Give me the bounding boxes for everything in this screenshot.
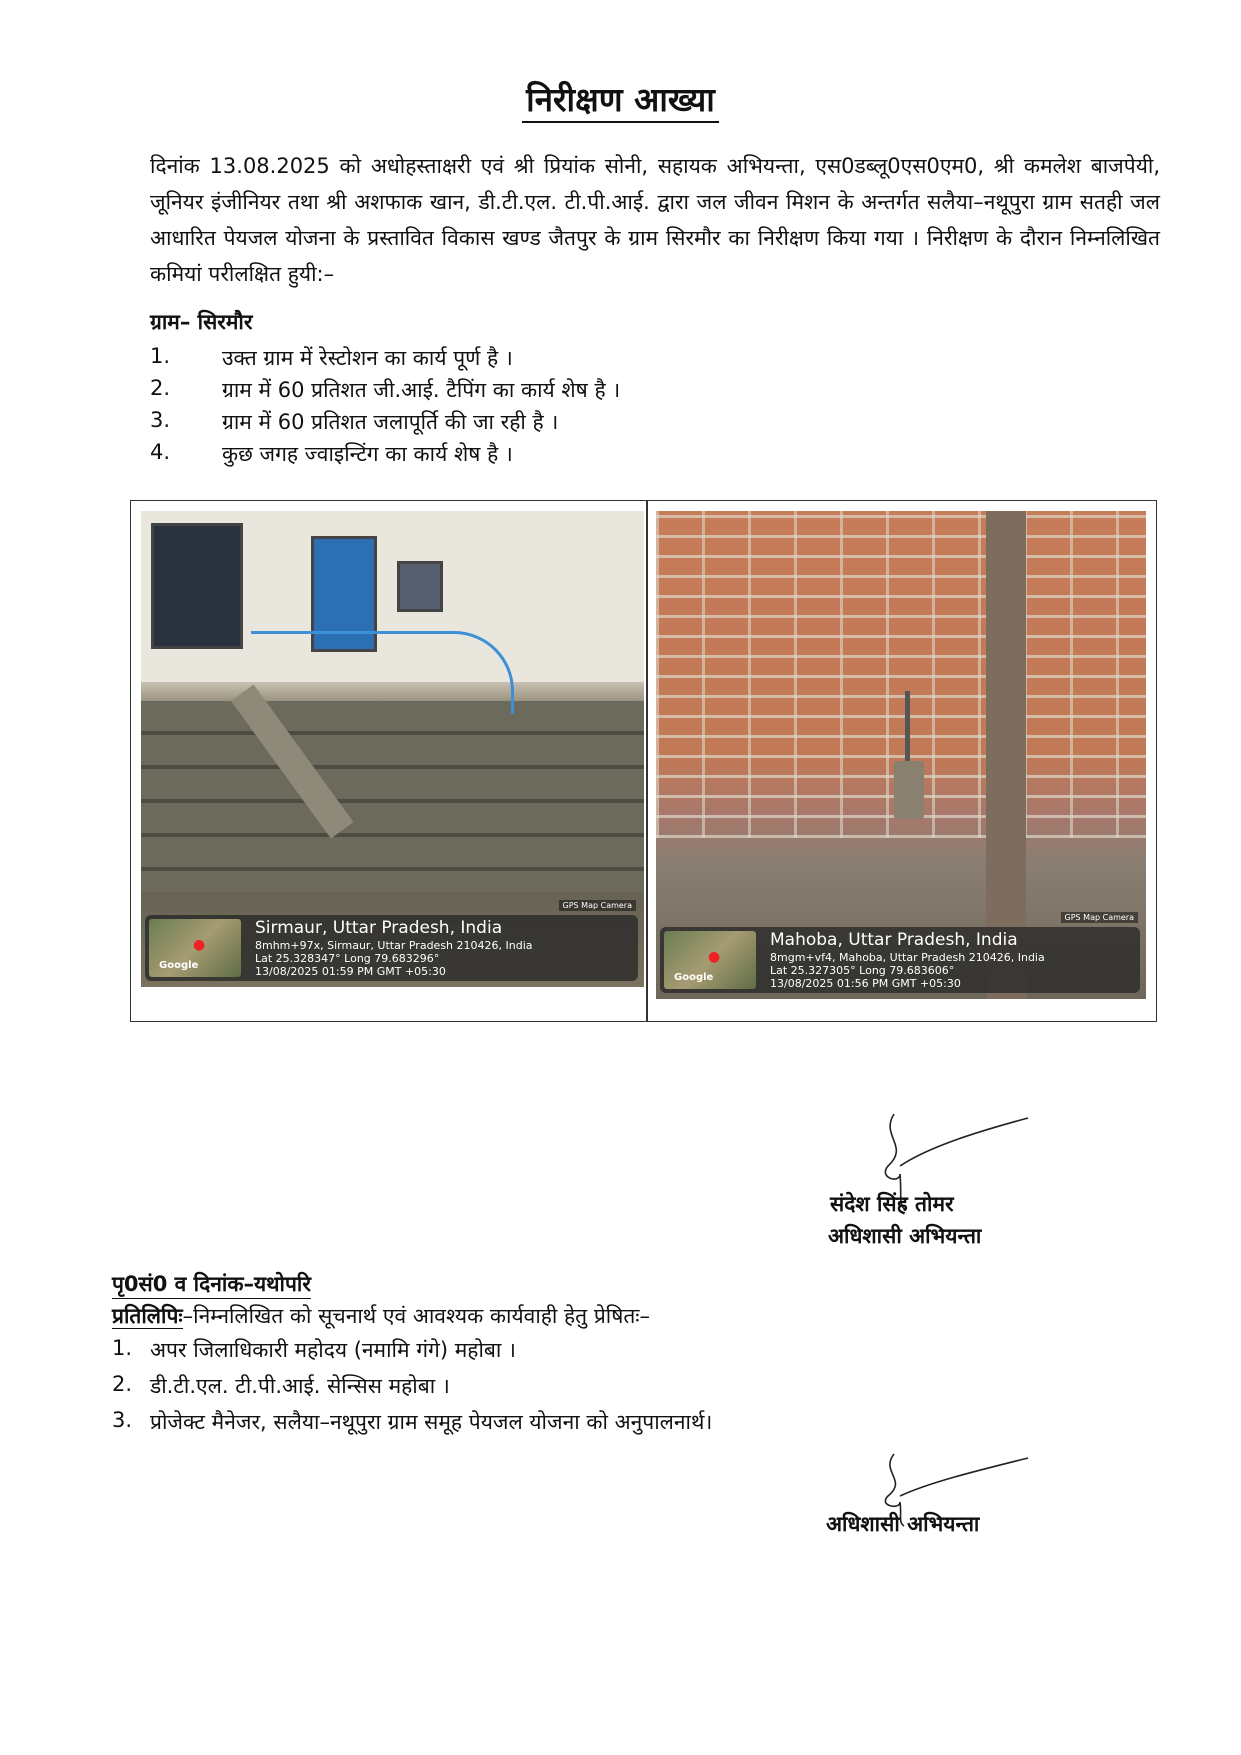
gps-place: Sirmaur, Uttar Pradesh, India (255, 918, 503, 938)
reference-line: पृ0सं0 व दिनांक–यथोपरि (112, 1270, 311, 1299)
item-text: प्रोजेक्ट मैनेजर, सलैया–नथूपुरा ग्राम समूह पेयजल योजना को अनुपालनार्थ। (150, 1410, 713, 1434)
list-item (112, 1408, 712, 1444)
gps-coords: Lat 25.327305° Long 79.683606° (770, 964, 955, 977)
item-text: ग्राम में 60 प्रतिशत जलापूर्ति की जा रही है । (222, 410, 559, 434)
photo-divider (646, 501, 648, 1021)
list-item (112, 1372, 712, 1408)
gps-place: Mahoba, Uttar Pradesh, India (770, 930, 1018, 950)
site-photo-mahoba (656, 511, 1146, 999)
map-pin-icon: ● (708, 949, 721, 965)
final-designation: अधिशासी अभियन्ता (826, 1512, 980, 1536)
copy-list (112, 1336, 712, 1444)
mini-map (149, 919, 241, 977)
village-heading: ग्राम– सिरमौर (150, 310, 253, 334)
photo-table (130, 500, 1157, 1022)
item-number: 1. (112, 1336, 133, 1360)
water-pipe (251, 631, 514, 714)
gps-timestamp: 13/08/2025 01:56 PM GMT +05:30 (770, 977, 961, 990)
item-number: 1. (150, 344, 171, 368)
item-number: 2. (150, 376, 171, 400)
gps-overlay (660, 927, 1140, 993)
window (397, 561, 443, 612)
list-item (150, 408, 1050, 440)
item-text: डी.टी.एल. टी.पी.आई. सेन्सिस महोबा । (150, 1374, 450, 1398)
list-item (150, 440, 1050, 472)
list-item (150, 376, 1050, 408)
gps-camera-label: GPS Map Camera (1061, 912, 1138, 923)
item-number: 4. (150, 440, 171, 464)
copy-text: –निम्नलिखित को सूचनार्थ एवं आवश्यक कार्यवाही हेतु प्रेषितः– (182, 1304, 651, 1328)
gps-text (770, 929, 1045, 990)
mini-map (664, 931, 756, 989)
item-number: 2. (112, 1372, 133, 1396)
list-item (150, 344, 1050, 376)
copy-label: प्रतिलिपिः (112, 1304, 183, 1328)
item-text: ग्राम में 60 प्रतिशत जी.आई. टैपिंग का कार्य शेष है । (222, 378, 621, 402)
map-pin-icon: ● (193, 937, 206, 953)
gps-text (255, 917, 533, 978)
stone-steps (141, 701, 644, 891)
gps-address: 8mhm+97x, Sirmaur, Uttar Pradesh 210426, India (255, 939, 533, 952)
copy-heading (112, 1302, 650, 1330)
item-text: उक्त ग्राम में रेस्टोशन का कार्य पूर्ण है । (222, 346, 513, 370)
item-number: 3. (112, 1408, 133, 1432)
gps-timestamp: 13/08/2025 01:59 PM GMT +05:30 (255, 965, 446, 978)
item-number: 3. (150, 408, 171, 432)
gps-overlay (145, 915, 638, 981)
signatory-name: संदेश सिंह तोमर (830, 1192, 954, 1216)
document-title: निरीक्षण आख्या (0, 76, 1241, 121)
standpipe-base (894, 761, 924, 819)
signatory-designation: अधिशासी अभियन्ता (828, 1224, 982, 1248)
gps-address: 8mgm+vf4, Mahoba, Uttar Pradesh 210426, India (770, 951, 1045, 964)
gps-coords: Lat 25.328347° Long 79.683296° (255, 952, 440, 965)
tree-trunk (986, 511, 1026, 999)
observation-list (150, 344, 1050, 472)
list-item (112, 1336, 712, 1372)
item-text: कुछ जगह ज्वाइन्टिंग का कार्य शेष है । (222, 442, 513, 466)
map-brand: Google (159, 960, 199, 971)
standpipe (905, 691, 910, 763)
item-text: अपर जिलाधिकारी महोदय (नमामि गंगे) महोबा । (150, 1338, 516, 1362)
gps-camera-label: GPS Map Camera (559, 900, 636, 911)
door (151, 523, 243, 649)
site-photo-sirmaur (141, 511, 644, 987)
intro-paragraph: दिनांक 13.08.2025 को अधोहस्ताक्षरी एवं श्री प्रियांक सोनी, सहायक अभियन्ता, एस0डब्लू0एस0एम0, श्री कमलेश बाजपेयी, जूनियर इंजीनियर तथा श्री अशफाक खान, डी.टी.एल. टी.पी.आई. द्वारा जल जीवन मिशन के अन्तर्गत सलैया–नथूपुरा ग्राम सतही जल आधारित पेयजल योजना के प्रस्तावित विकास खण्ड जैतपुर के ग्राम सिरमौर का निरीक्षण किया गया । निरीक्षण के दौरान निम्नलिखित कमियां परीलक्षित हुयी:– (150, 154, 1160, 286)
map-brand: Google (674, 972, 714, 983)
